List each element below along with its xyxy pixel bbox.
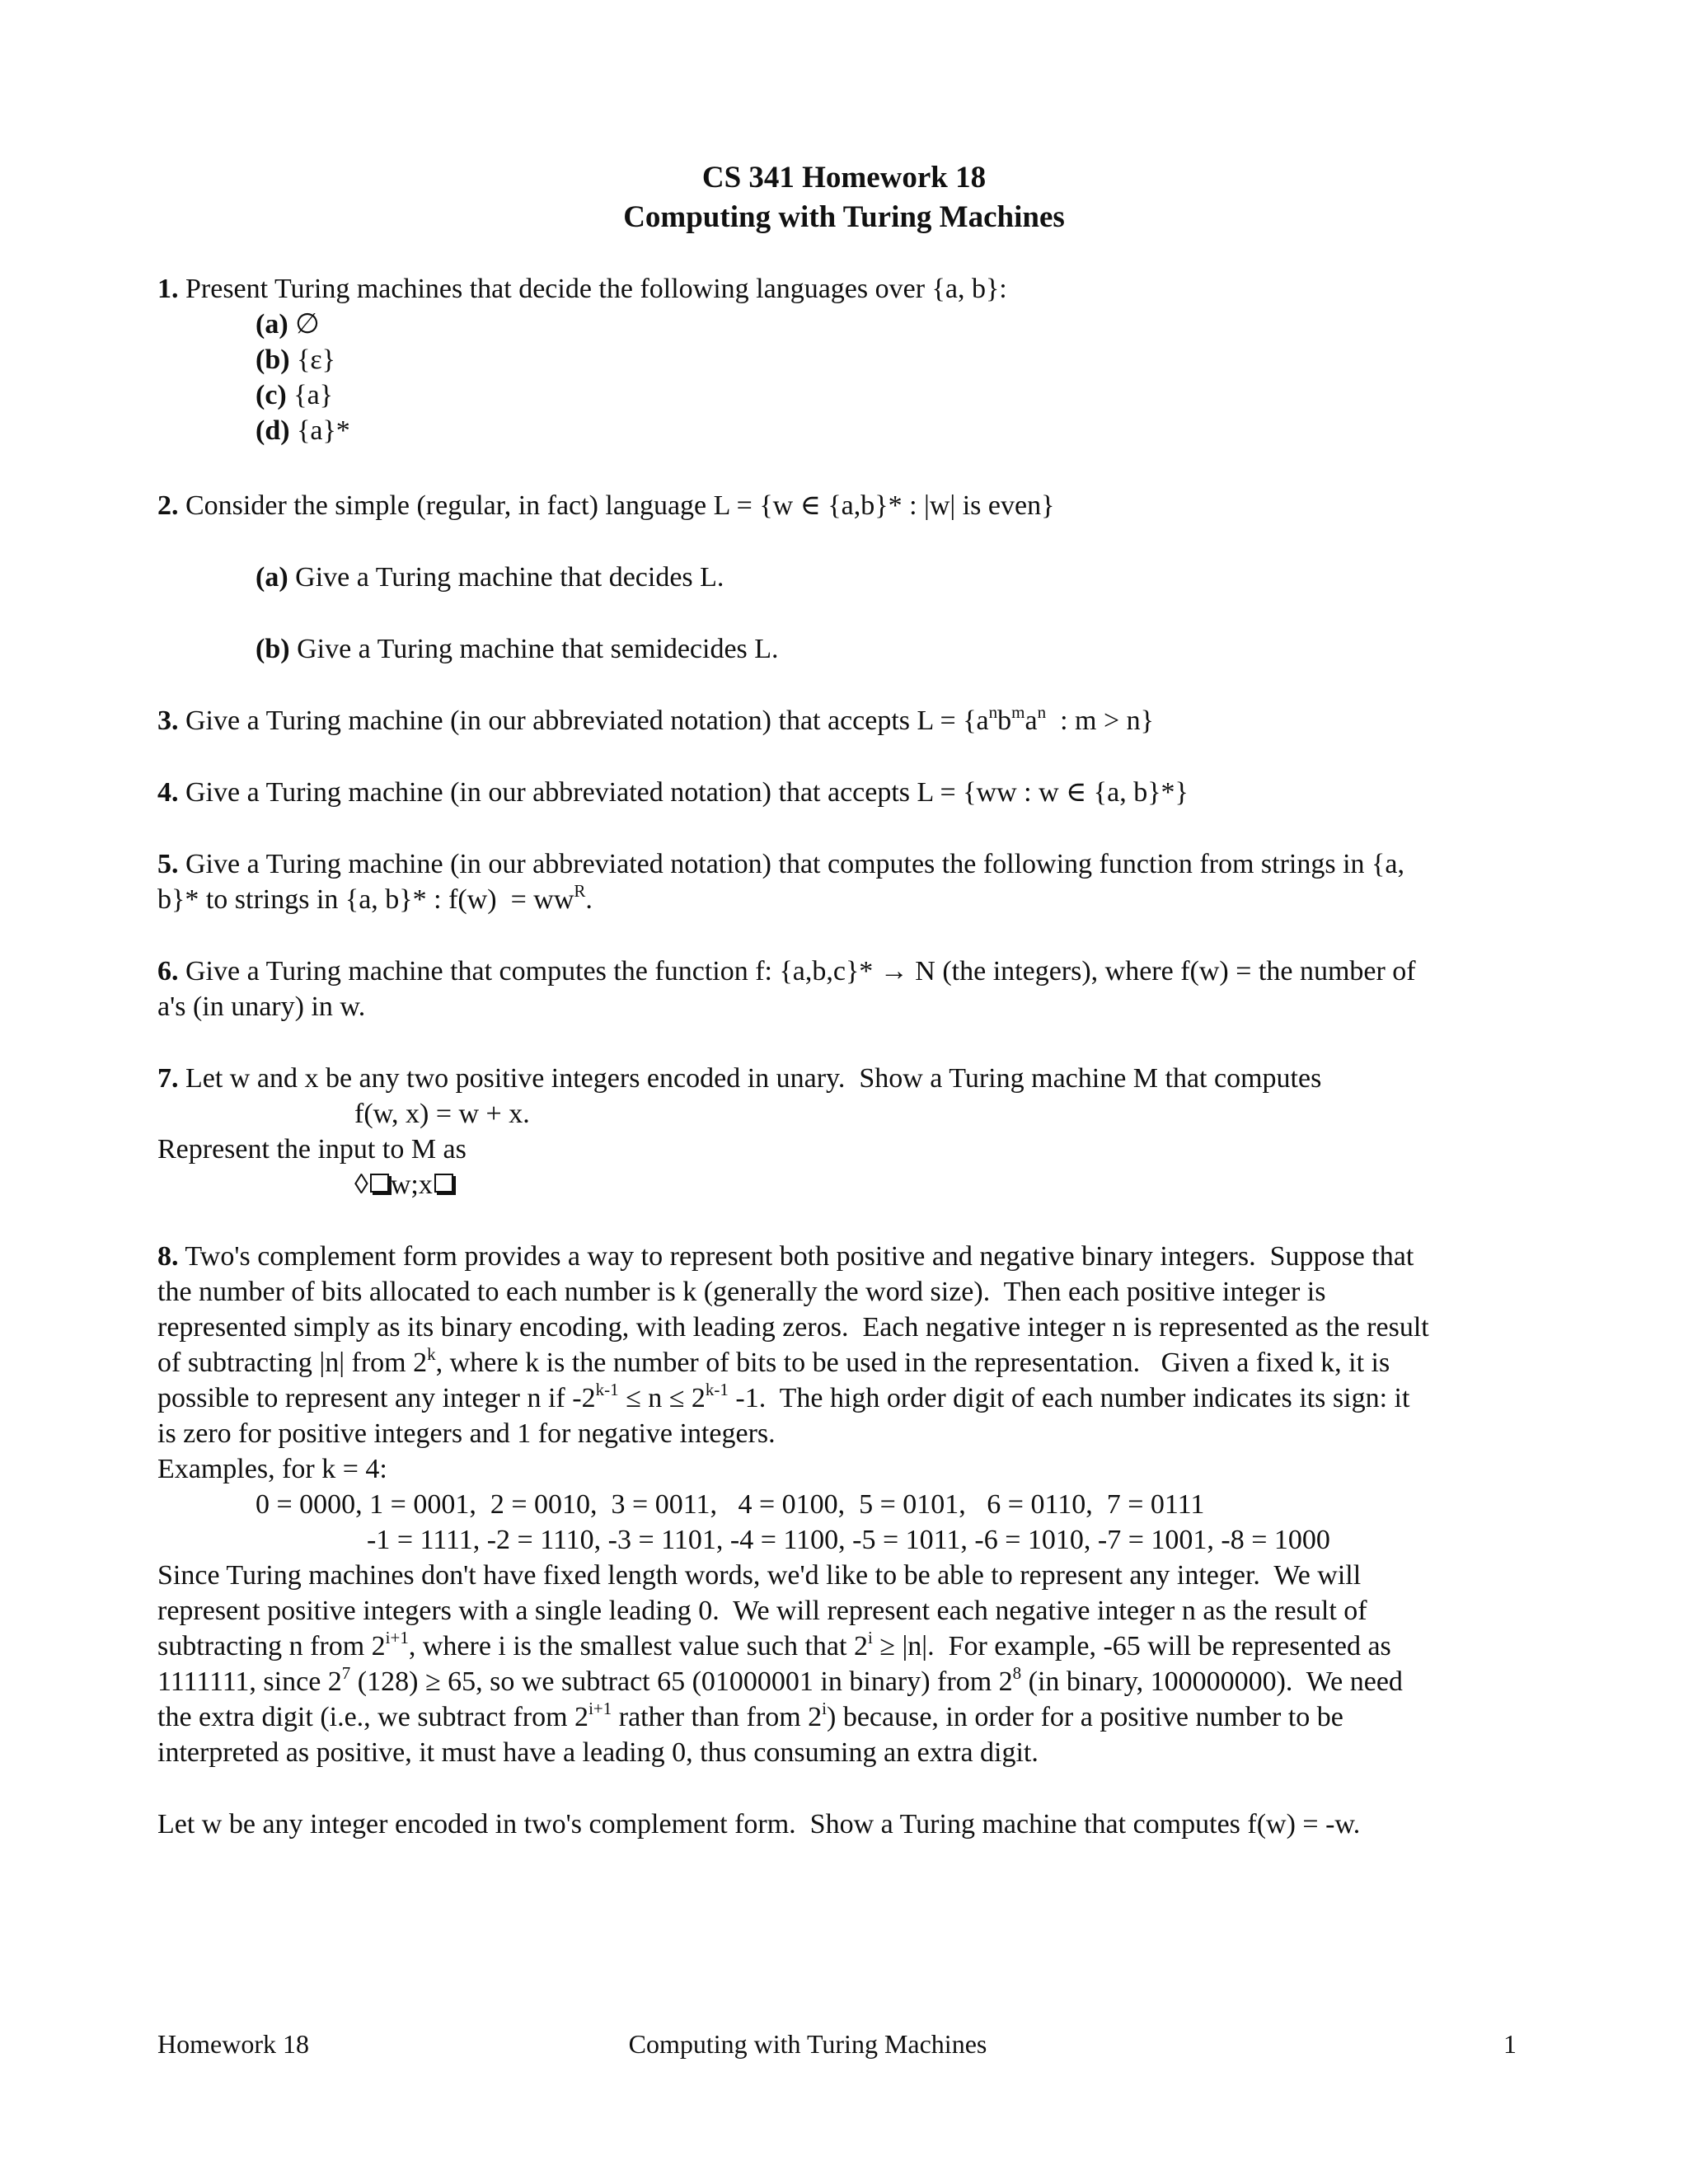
q8-line: the number of bits allocated to each number is k (generally the word size). Then each positive integer is [157,1277,1326,1307]
q8-line: of subtracting |n| from 2$^k$, where k is the number of bits to be used in the representation. Given a fixed k, it is [157,1344,1390,1378]
q8-task: Let w be any integer encoded in two's complement form. Show a Turing machine that computes f(w) = -w. [157,1809,1361,1840]
blank-square-icon [434,1174,453,1193]
q2-item-b: (b) Give a Turing machine that semidecides L. [256,634,779,664]
q8-line: interpreted as positive, it must have a leading 0, thus consuming an extra digit. [157,1737,1039,1768]
q1-item-c: (c) {a} [256,380,333,410]
question-7-line-3: Represent the input to M as [157,1134,467,1165]
tape-input: ◊ w;x [354,1168,455,1202]
examples-negative: -1 = 1111, -2 = 1110, -3 = 1101, -4 = 1100, -5 = 1011, -6 = 1010, -7 = 1001, -8 = 1000 [367,1525,1330,1555]
question-2 [157,489,1054,523]
page-title: CS 341 Homework 18 [701,161,987,194]
question-5-line-2: b}* to strings in {a, b}* : $f(w) = ww^R$. [157,881,593,915]
question-1 [157,272,1007,307]
footer-left: Homework 18 [157,2029,309,2059]
question-number: 8. [157,1241,179,1272]
q8-line: 1111111, since $2^7$ (128) ≥ 65, so we subtract 65 (01000001 in binary) from $2^8$ (in binary, 100000000). We need [157,1663,1403,1697]
question-6: 6. Give a Turing machine that computes the function f: {a,b,c}* → N (the integers), where f(w) = the number of [157,956,1416,987]
question-3: 3. Give a Turing machine (in our abbreviated notation) that accepts $L = \{a^nb^ma^n$ : m > n} [157,702,1154,736]
question-text: Present Turing machines that decide the following languages over {a, b}: [185,274,1007,304]
q2-item-a: (a) Give a Turing machine that decides L. [256,562,724,593]
page-subtitle: Computing with Turing Machines [623,200,1065,234]
q8-line: Since Turing machines don't have fixed length words, we'd like to be able to represent any integer. We will [157,1560,1362,1591]
q8-line: represented simply as its binary encoding, with leading zeros. Each negative integer n is represented as the result [157,1312,1429,1343]
blank-square-icon [370,1174,389,1193]
question-4 [157,776,1189,810]
q8-line: Examples, for k = 4: [157,1454,387,1484]
question-number: 4. [157,777,179,808]
examples-positive: 0 = 0000, 1 = 0001, 2 = 0010, 3 = 0011, 4 = 0100, 5 = 0101, 6 = 0110, 7 = 0111 [256,1489,1205,1520]
question-text: Consider the simple (regular, in fact) language L = {w ∈ {a,b}* : |w| is even} [185,490,1055,521]
question-number: 1. [157,274,179,304]
question-number: 6. [157,956,179,987]
question-number: 3. [157,705,179,736]
q1-item-d: (d) {a}* [256,415,350,446]
q8-line: the extra digit (i.e., we subtract from $2^{i+1}$ rather than from 2$^i$) because, in order for a positive number to be [157,1699,1343,1732]
formula-sum: f(w, x) = w + x. [354,1099,530,1129]
question-text: Give a Turing machine (in our abbreviated notation) that accepts L = {ww : w ∈ {a, b}*} [185,777,1189,808]
q8-line: subtracting n from $2^{i+1}$, where i is the smallest value such that $2^i \ge |n|$. For example, -65 will be represented as [157,1628,1391,1661]
q1-item-a: (a) ∅ [256,309,320,340]
q8-line: possible to represent any integer n if $-2^{k-1} \le n \le 2^{k-1}$ -1. The high order digit of each number indicates its sign: it [157,1380,1410,1413]
question-5: 5. Give a Turing machine (in our abbreviated notation) that computes the following function from strings in {a, [157,849,1404,879]
question-6-line-2: a's (in unary) in w. [157,991,366,1022]
question-number: 2. [157,490,179,521]
question-number: 7. [157,1063,179,1094]
q8-line: represent positive integers with a single leading 0. We will represent each negative integer n as the result of [157,1596,1367,1626]
footer-center: Computing with Turing Machines [628,2029,987,2059]
q8-line: is zero for positive integers and 1 for negative integers. [157,1418,776,1449]
question-7: 7. Let w and x be any two positive integers encoded in unary. Show a Turing machine M that computes [157,1063,1322,1094]
q1-item-b: (b) {ε} [256,344,335,375]
question-8: 8. Two's complement form provides a way to represent both positive and negative binary integers. Suppose that [157,1241,1414,1272]
page-number: 1 [1503,2029,1517,2059]
question-number: 5. [157,849,179,879]
